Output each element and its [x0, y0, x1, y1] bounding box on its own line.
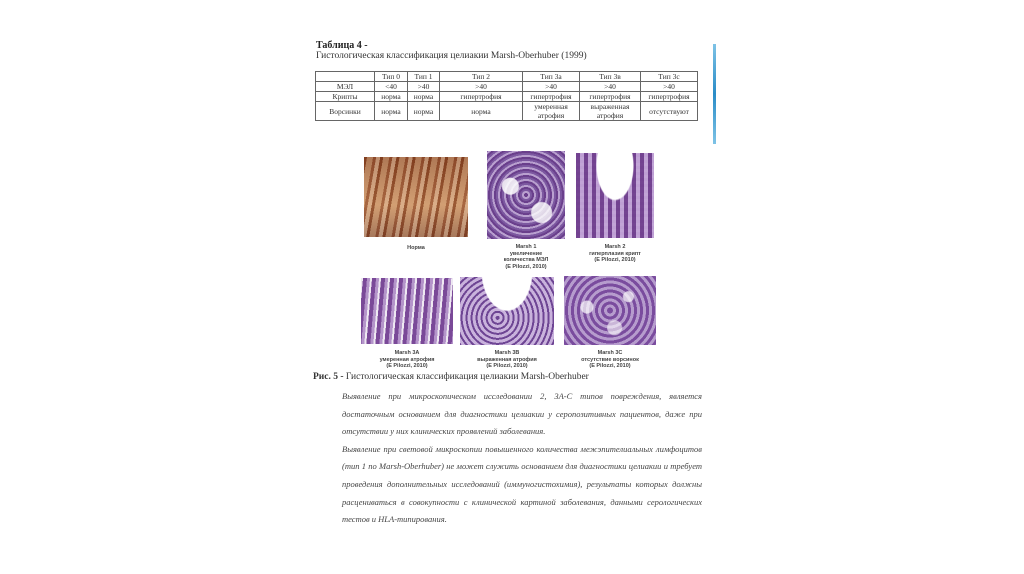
image-label-marsh2: Marsh 2 гиперплазия крипт (E Pilozzi, 2010)	[589, 244, 641, 263]
table-cell: Ворсинки	[316, 102, 375, 121]
table-header-cell: Тип 3с	[641, 72, 698, 82]
table-cell: норма	[408, 92, 440, 102]
table-cell: норма	[375, 92, 408, 102]
slide-accent-rule	[713, 44, 716, 144]
image-label-norma: Норма	[407, 245, 425, 251]
table-row	[316, 92, 698, 102]
table-cell: МЭЛ	[316, 82, 375, 92]
body-text	[342, 388, 702, 529]
table-row	[316, 82, 698, 92]
table-caption-subtitle: Гистологическая классификация целиакии Marsh-Oberhuber (1999)	[316, 51, 587, 61]
table-row	[316, 102, 698, 121]
table-cell: умеренная атрофия	[523, 102, 580, 121]
table-cell: >40	[408, 82, 440, 92]
table-cell: >40	[440, 82, 523, 92]
image-label-marsh3b: Marsh 3B выраженная атрофия (E Pilozzi, 2010)	[477, 350, 537, 369]
histology-image-norma	[364, 157, 468, 237]
table-cell: >40	[523, 82, 580, 92]
table-cell: Крипты	[316, 92, 375, 102]
table-cell: гипертрофия	[580, 92, 641, 102]
table-header-cell: Тип 3в	[580, 72, 641, 82]
table-cell: норма	[440, 102, 523, 121]
table-header-cell: Тип 1	[408, 72, 440, 82]
table-header-cell: Тип 0	[375, 72, 408, 82]
histology-image-marsh3c	[564, 276, 656, 345]
figure-caption-text: Гистологическая классификация целиакии Marsh-Oberhuber	[343, 372, 589, 382]
histology-image-marsh3a	[361, 278, 453, 344]
table-cell: >40	[580, 82, 641, 92]
table-cell: норма	[408, 102, 440, 121]
image-label-marsh3c: Marsh 3C отсутствие ворсинок (E Pilozzi, 2010)	[581, 350, 639, 369]
image-label-marsh1: Marsh 1 увеличение количества МЭЛ (E Pilozzi, 2010)	[503, 244, 549, 270]
table-cell: отсутствуют	[641, 102, 698, 121]
marsh-classification-table	[315, 71, 698, 121]
table-header-cell: Тип 3а	[523, 72, 580, 82]
table-caption-title: Таблица 4 -	[316, 40, 368, 51]
table-cell: норма	[375, 102, 408, 121]
table-header-row	[316, 72, 698, 82]
histology-image-marsh3b	[460, 277, 554, 345]
table-cell: <40	[375, 82, 408, 92]
histology-image-marsh2	[576, 153, 654, 238]
figure-caption	[313, 372, 589, 382]
table-cell: гипертрофия	[641, 92, 698, 102]
paragraph: Выявление при микроскопическом исследовании 2, 3А-С типов повреждения, является достаточным основанием для диагностики целиакии у серопозитивных пациентов, даже при отсутствии у них клинических проявлений заболевания.	[342, 391, 702, 437]
table-header-cell	[316, 72, 375, 82]
histology-image-marsh1	[487, 151, 565, 239]
figure-caption-prefix: Рис. 5 -	[313, 372, 344, 382]
table-cell: гипертрофия	[523, 92, 580, 102]
paragraph: Выявление при световой микроскопии повышенного количества межэпителиальных лимфоцитов (тип 1 по Marsh-Oberhuber) не может служить основанием для диагностики целиакии и требует проведения дополнительных исследований (иммуногистохимия), результаты которых должны расцениваться в совокупности с клинической картиной заболевания, данными серологических тестов и HLA-типирования.	[342, 443, 702, 525]
image-label-marsh3a: Marsh 3A умеренная атрофия (E Pilozzi, 2010)	[379, 350, 435, 369]
table-header-cell: Тип 2	[440, 72, 523, 82]
table-cell: выраженная атрофия	[580, 102, 641, 121]
table-cell: гипертрофия	[440, 92, 523, 102]
table-cell: >40	[641, 82, 698, 92]
